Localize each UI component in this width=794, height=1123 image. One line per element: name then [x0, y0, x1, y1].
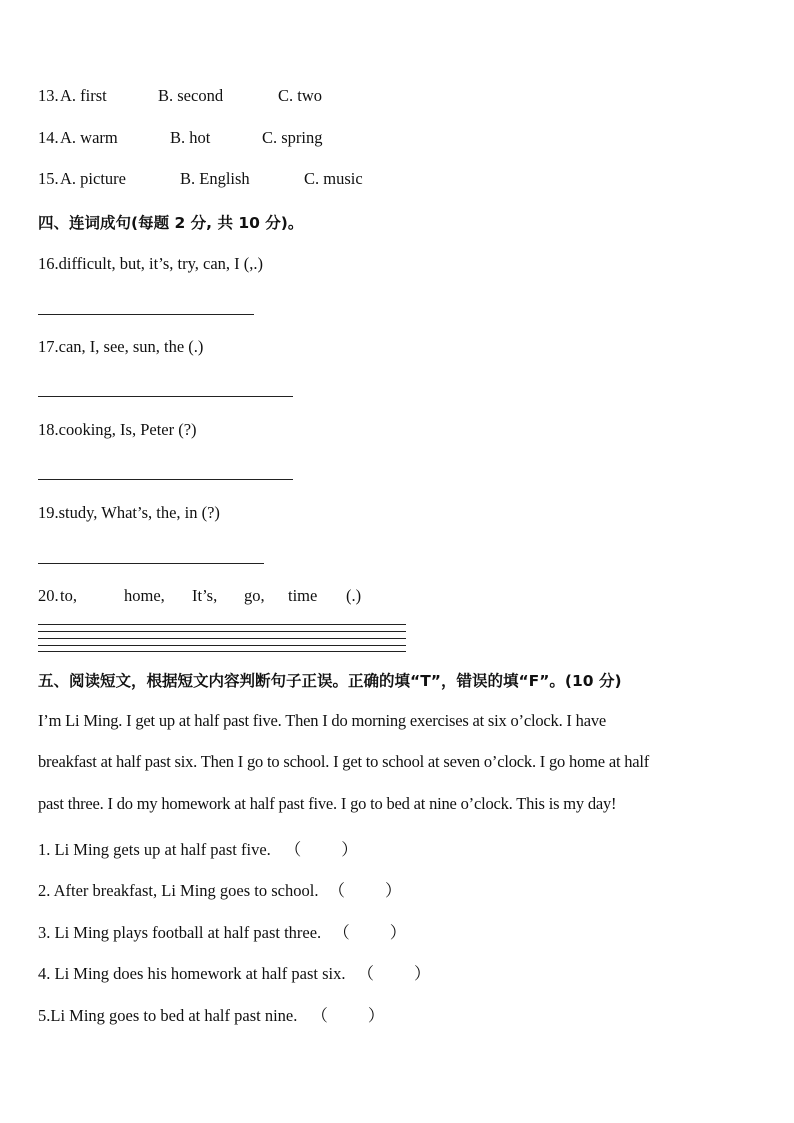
- statement-text: 2. After breakfast, Li Ming goes to school.: [38, 881, 319, 900]
- question-number: 15.: [38, 169, 59, 188]
- passage-line-3: past three. I do my homework at half past five. I go to bed at nine o’clock. This is my day!: [38, 794, 617, 813]
- statement-text: 3. Li Ming plays football at half past three.: [38, 923, 322, 942]
- answer-line-20d[interactable]: [38, 645, 406, 646]
- question-number: 13.: [38, 86, 59, 105]
- choice-row-15: [38, 169, 363, 189]
- answer-line-19[interactable]: [38, 563, 264, 564]
- question-number: 17.: [38, 337, 59, 356]
- option-c: C. music: [304, 169, 363, 188]
- question-number: 19.: [38, 503, 59, 522]
- answer-paren-close[interactable]: ）: [414, 964, 431, 983]
- word: home,: [124, 586, 165, 605]
- option-a: A. warm: [60, 128, 118, 147]
- sentence-item-18: [38, 420, 197, 440]
- answer-line-20a[interactable]: [38, 624, 406, 625]
- question-number: 14.: [38, 128, 59, 147]
- word: (.): [346, 586, 362, 605]
- statement-5: [38, 1002, 384, 1026]
- option-c: C. two: [278, 86, 323, 105]
- answer-line-18[interactable]: [38, 479, 293, 480]
- passage-line-2: breakfast at half past six. Then I go to school. I get to school at seven o’clock. I go home at half: [38, 752, 650, 771]
- option-c: C. spring: [262, 128, 323, 147]
- answer-paren-close[interactable]: ）: [384, 881, 402, 900]
- statement-4: [38, 960, 431, 984]
- section-4-heading: 四、连词成句(每题 2 分, 共 10 分)。: [38, 214, 304, 232]
- answer-paren-open[interactable]: （: [328, 881, 345, 900]
- option-b: B. English: [180, 169, 250, 188]
- option-b: B. hot: [170, 128, 211, 147]
- word-list: cooking, Is, Peter (?): [58, 420, 197, 439]
- passage-line-1: I’m Li Ming. I get up at half past five. Then I do morning exercises at six o’clock. I have: [38, 711, 606, 730]
- word: go,: [244, 586, 265, 605]
- statement-3: [38, 919, 406, 943]
- answer-paren-open[interactable]: （: [333, 923, 350, 942]
- answer-line-20e[interactable]: [38, 651, 406, 652]
- word: to,: [60, 586, 77, 605]
- word-list: study, What’s, the, in (?): [58, 503, 220, 522]
- sentence-item-19: [38, 503, 220, 523]
- answer-paren-open[interactable]: （: [284, 840, 302, 859]
- word: It’s,: [192, 586, 218, 605]
- answer-paren-close[interactable]: ）: [389, 923, 407, 942]
- section-5-heading: 五、阅读短文，根据短文内容判断句子正误。正确的填“T”，错误的填“F”。(10 分): [38, 672, 622, 690]
- word-list: can, I, see, sun, the (.): [58, 337, 204, 356]
- statement-2: [38, 877, 401, 901]
- answer-paren-close[interactable]: ）: [341, 840, 358, 859]
- answer-line-20c[interactable]: [38, 638, 406, 639]
- answer-line-16[interactable]: [38, 314, 254, 315]
- option-a: A. first: [60, 86, 107, 105]
- statement-1: [38, 836, 358, 860]
- word-list: difficult, but, it’s, try, can, I (,.): [58, 254, 263, 273]
- statement-text: 4. Li Ming does his homework at half past six.: [38, 964, 346, 983]
- word: time: [288, 586, 318, 605]
- statement-text: 1. Li Ming gets up at half past five.: [38, 840, 271, 859]
- answer-paren-open[interactable]: （: [357, 964, 375, 983]
- choice-row-13: [38, 86, 322, 106]
- choice-row-14: [38, 128, 323, 148]
- sentence-item-17: [38, 337, 203, 357]
- question-number: 18.: [38, 420, 59, 439]
- answer-line-17[interactable]: [38, 396, 293, 397]
- answer-paren-close[interactable]: ）: [367, 1006, 385, 1025]
- sentence-item-20: [38, 586, 361, 606]
- question-number: 16.: [38, 254, 59, 273]
- answer-line-20b[interactable]: [38, 631, 406, 632]
- question-number: 20.: [38, 586, 59, 605]
- option-a: A. picture: [60, 169, 126, 188]
- answer-paren-open[interactable]: （: [311, 1006, 328, 1025]
- statement-text: 5.Li Ming goes to bed at half past nine.: [38, 1006, 298, 1025]
- sentence-item-16: [38, 254, 263, 274]
- option-b: B. second: [158, 86, 224, 105]
